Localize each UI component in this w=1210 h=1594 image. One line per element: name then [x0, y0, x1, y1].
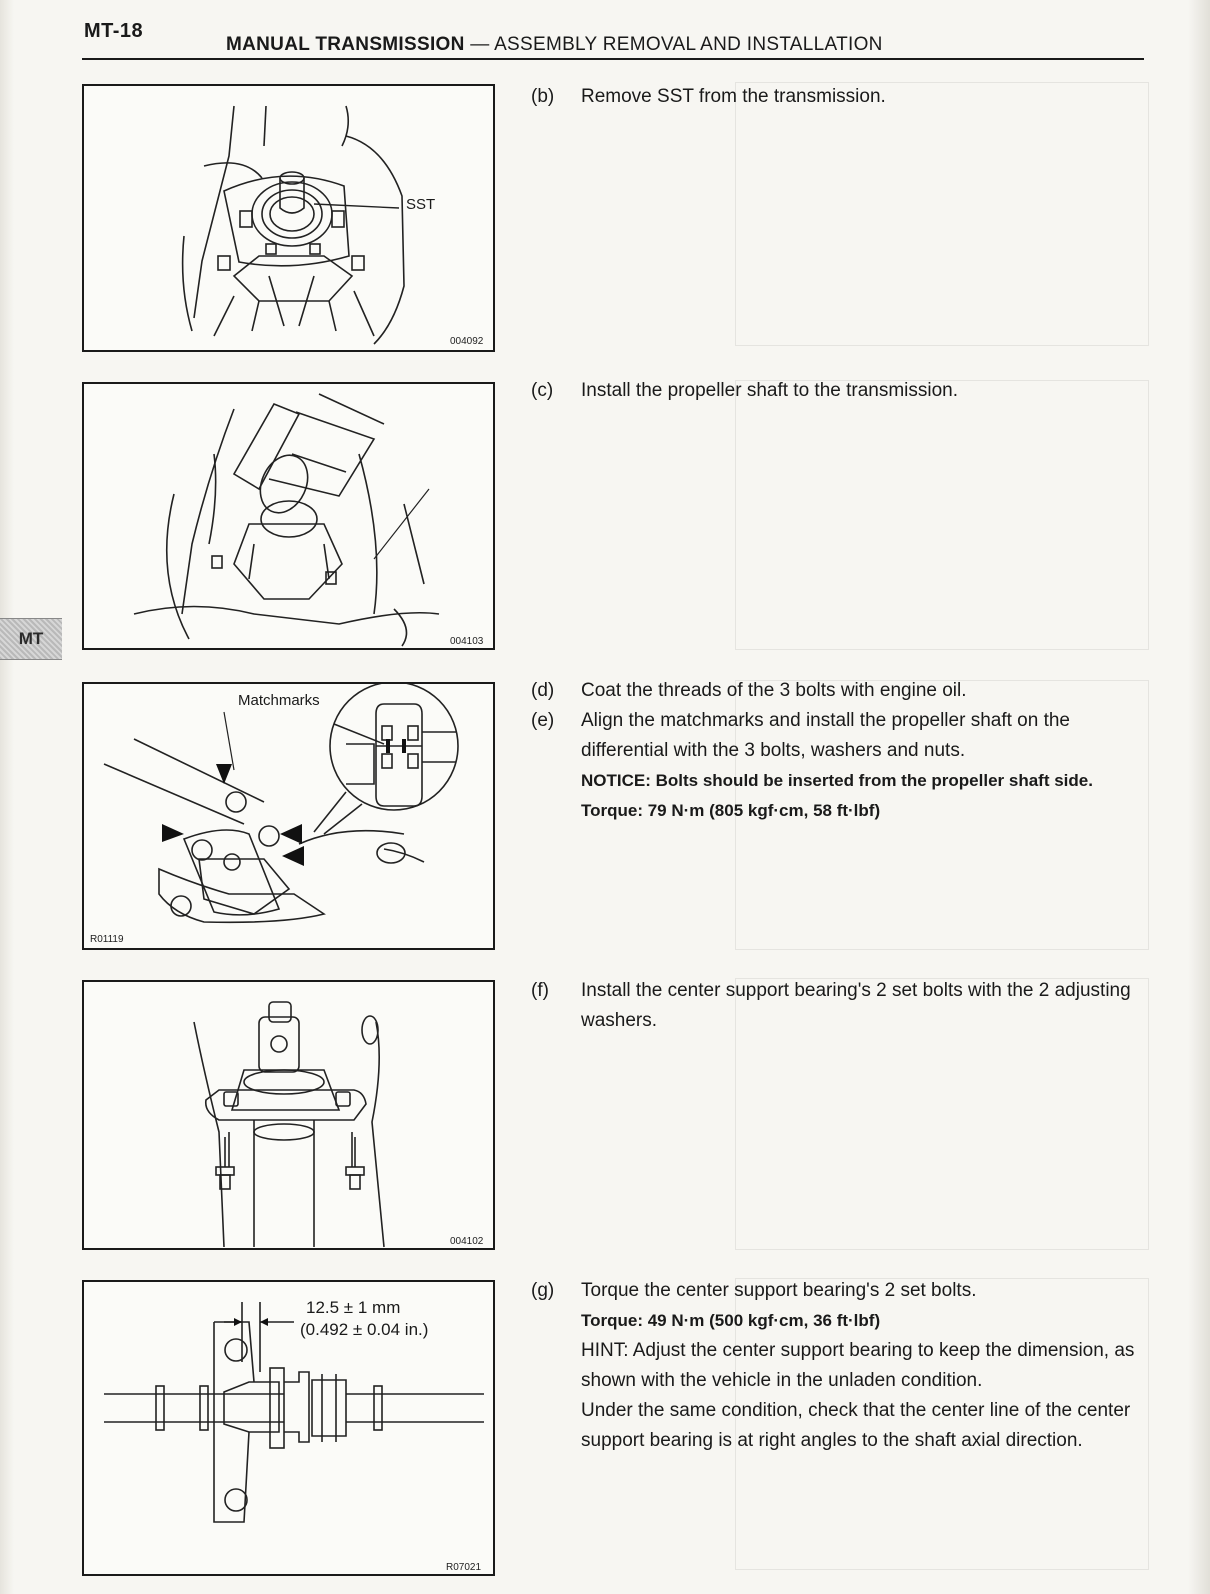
sst-callout-label: SST: [406, 196, 436, 213]
figure-code: R07021: [446, 1562, 482, 1573]
dimension-in-label: (0.492 ± 0.04 in.): [300, 1320, 429, 1339]
step-b-letter: (b): [531, 86, 555, 107]
matchmarks-illustration: [84, 684, 495, 950]
figure-bearing-dimension: [82, 1280, 495, 1576]
page-number: MT-18: [84, 20, 144, 42]
section-title: MANUAL TRANSMISSION: [226, 34, 465, 55]
step-e-notice: NOTICE: Bolts should be inserted from the propeller shaft side.: [581, 771, 1093, 790]
figure-center-support-bolts: [82, 980, 495, 1250]
step-c: [531, 376, 1146, 406]
step-e-torque: Torque: 79 N·m (805 kgf·cm, 58 ft·lbf): [581, 801, 881, 820]
page-right-edge: [1188, 0, 1210, 1594]
step-d-letter: (d): [531, 680, 555, 701]
matchmarks-callout-label: Matchmarks: [238, 692, 320, 709]
step-g-text: Torque the center support bearing's 2 set bolts.: [581, 1280, 977, 1301]
step-b: [531, 82, 1146, 112]
sst-removal-illustration: [84, 86, 495, 352]
step-d: [531, 676, 1146, 826]
step-b-text: Remove SST from the transmission.: [581, 86, 886, 107]
step-g-torque: Torque: 49 N·m (500 kgf·cm, 36 ft·lbf): [581, 1311, 881, 1330]
step-e-text: Align the matchmarks and install the propeller shaft on the differential with the 3 bolts, washers and nuts.: [581, 710, 1070, 761]
step-c-letter: (c): [531, 380, 554, 401]
bearing-dimension-illustration: [84, 1282, 495, 1576]
header-separator: —: [464, 34, 495, 55]
bleed-through-box: [735, 380, 1149, 650]
section-side-tab: MT: [0, 618, 62, 660]
step-g: [531, 1276, 1146, 1456]
step-e-letter: (e): [531, 710, 555, 731]
step-g-hint: HINT: Adjust the center support bearing to keep the dimension, as shown with the vehicle in the unladen condition.: [581, 1340, 1135, 1391]
dimension-mm-label: 12.5 ± 1 mm: [306, 1298, 401, 1317]
step-d-text: Coat the threads of the 3 bolts with engine oil.: [581, 680, 967, 701]
page-left-edge: [0, 0, 14, 1594]
shaft-transmission-illustration: [84, 384, 495, 650]
step-f-letter: (f): [531, 980, 549, 1001]
figure-code: 004102: [450, 1236, 484, 1247]
step-c-text: Install the propeller shaft to the transmission.: [581, 380, 959, 401]
figure-code: 004103: [450, 636, 484, 647]
header-rule: [82, 58, 1144, 60]
step-f: [531, 976, 1146, 1036]
center-support-illustration: [84, 982, 495, 1250]
bleed-through-box: [735, 82, 1149, 346]
subsection-title: ASSEMBLY REMOVAL AND INSTALLATION: [494, 34, 883, 55]
page-header-title: [226, 34, 883, 56]
figure-code: R01119: [90, 934, 124, 945]
figure-shaft-to-transmission: [82, 382, 495, 650]
step-g-letter: (g): [531, 1280, 555, 1301]
figure-matchmarks: [82, 682, 495, 950]
figure-code: 004092: [450, 336, 484, 347]
step-f-text: Install the center support bearing's 2 set bolts with the 2 adjusting washers.: [581, 980, 1131, 1031]
figure-sst-removal: [82, 84, 495, 352]
step-g-hint-2: Under the same condition, check that the center line of the center support bearing is at right angles to the shaft axial direction.: [581, 1400, 1131, 1451]
